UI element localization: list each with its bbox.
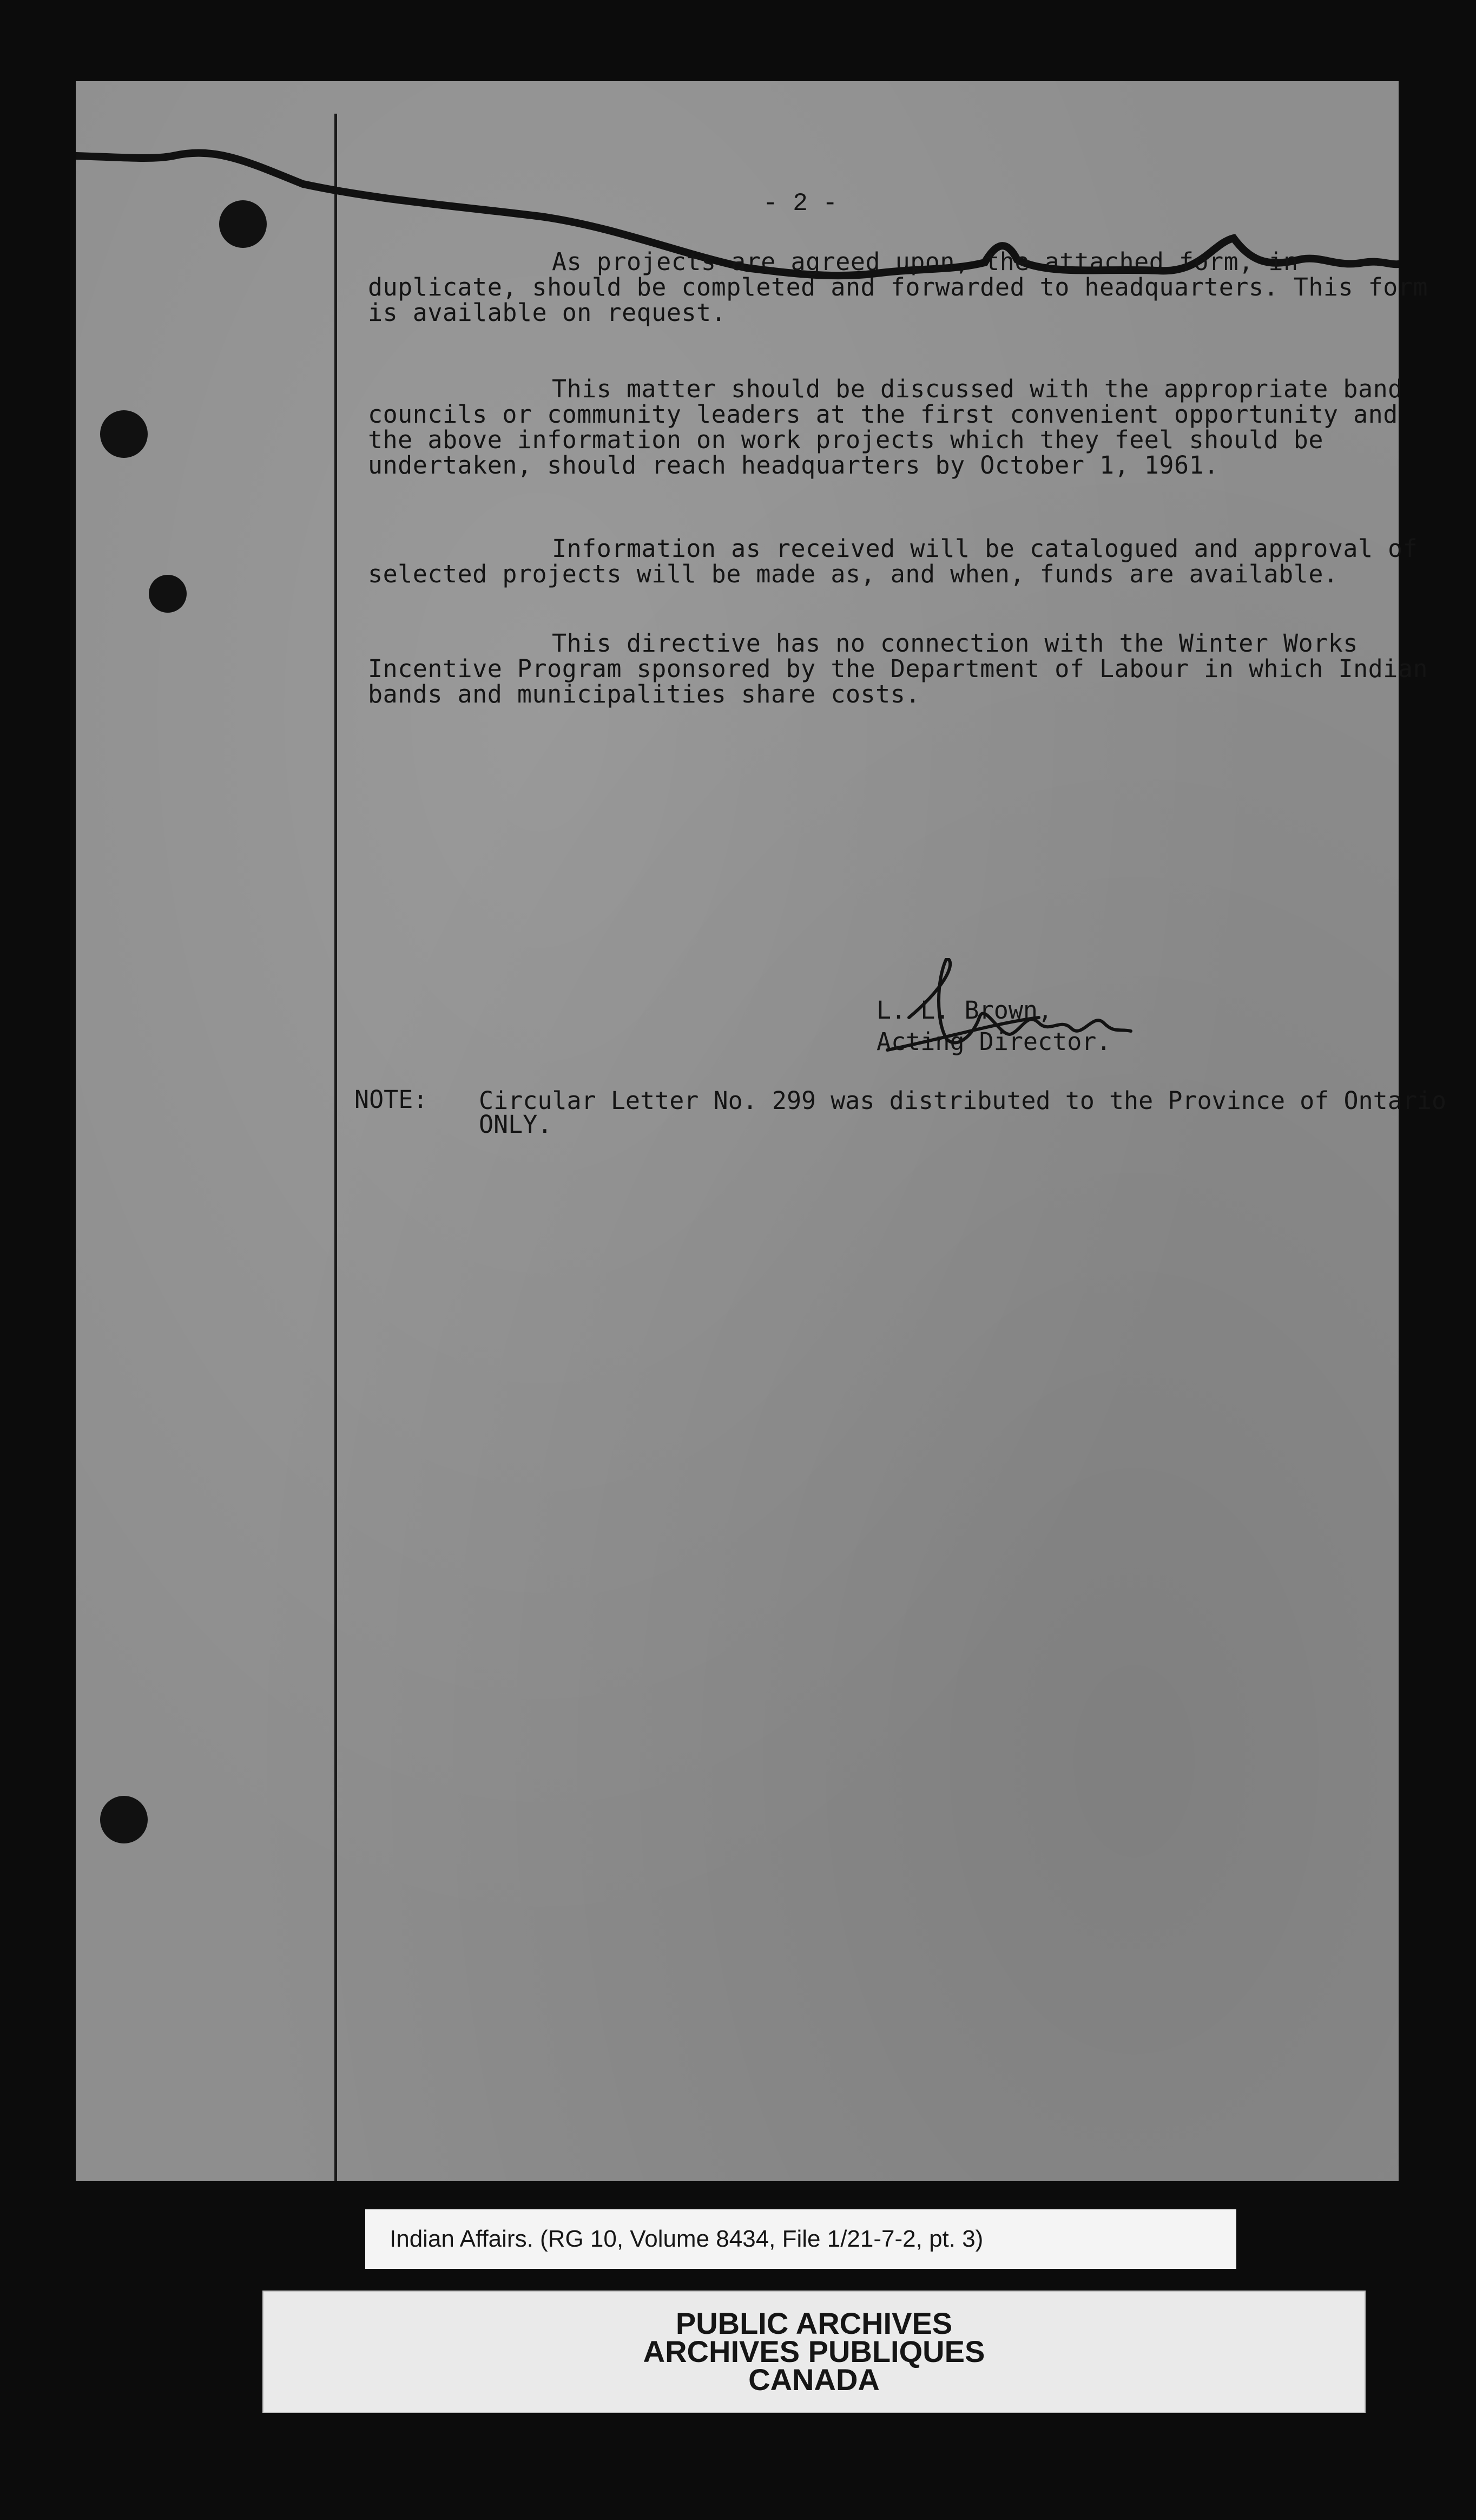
paragraph-1: As projects are agreed upon, the attached form, in duplicate, should be completed and forwarded to headquarters. This form is available on request.: [368, 247, 1428, 327]
signatory-title: Acting Director.: [877, 1027, 1111, 1056]
document-page: [76, 81, 1447, 2181]
margin-rule: [334, 114, 337, 2181]
punch-hole-1: [100, 410, 148, 458]
punch-hole-2: [149, 575, 187, 613]
archive-caption-text: Indian Affairs. (RG 10, Volume 8434, File 1/21-7-2, pt. 3): [390, 2226, 984, 2252]
page-number: - 2 -: [763, 189, 838, 218]
archive-caption: [365, 2209, 1236, 2269]
paragraph-3: Information as received will be catalogued and approval of selected projects will be made as, and when, funds are available.: [368, 534, 1418, 588]
stamp-line-1: PUBLIC ARCHIVES: [675, 2306, 953, 2340]
note-text: Circular Letter No. 299 was distributed to the Province of Ontario ONLY.: [479, 1086, 1447, 1139]
punch-hole-3: [100, 1796, 148, 1843]
punch-hole-top: [219, 200, 267, 248]
paragraph-4: This directive has no connection with the Winter Works Incentive Program sponsored by the Department of Labour in which Indian bands and municipalities share costs.: [368, 629, 1428, 708]
stamp-line-2: ARCHIVES PUBLIQUES: [643, 2334, 985, 2368]
archives-stamp: [262, 2291, 1366, 2413]
note-label: NOTE:: [354, 1085, 428, 1114]
paragraph-2: This matter should be discussed with the appropriate band councils or community leaders at the first convenient opportunity and the above information on work projects which they feel should be undertaken, should reach headquarters by October 1, 1961.: [368, 375, 1403, 480]
stamp-line-3: CANADA: [748, 2362, 880, 2397]
signatory-name: L. L. Brown,: [877, 996, 1053, 1025]
